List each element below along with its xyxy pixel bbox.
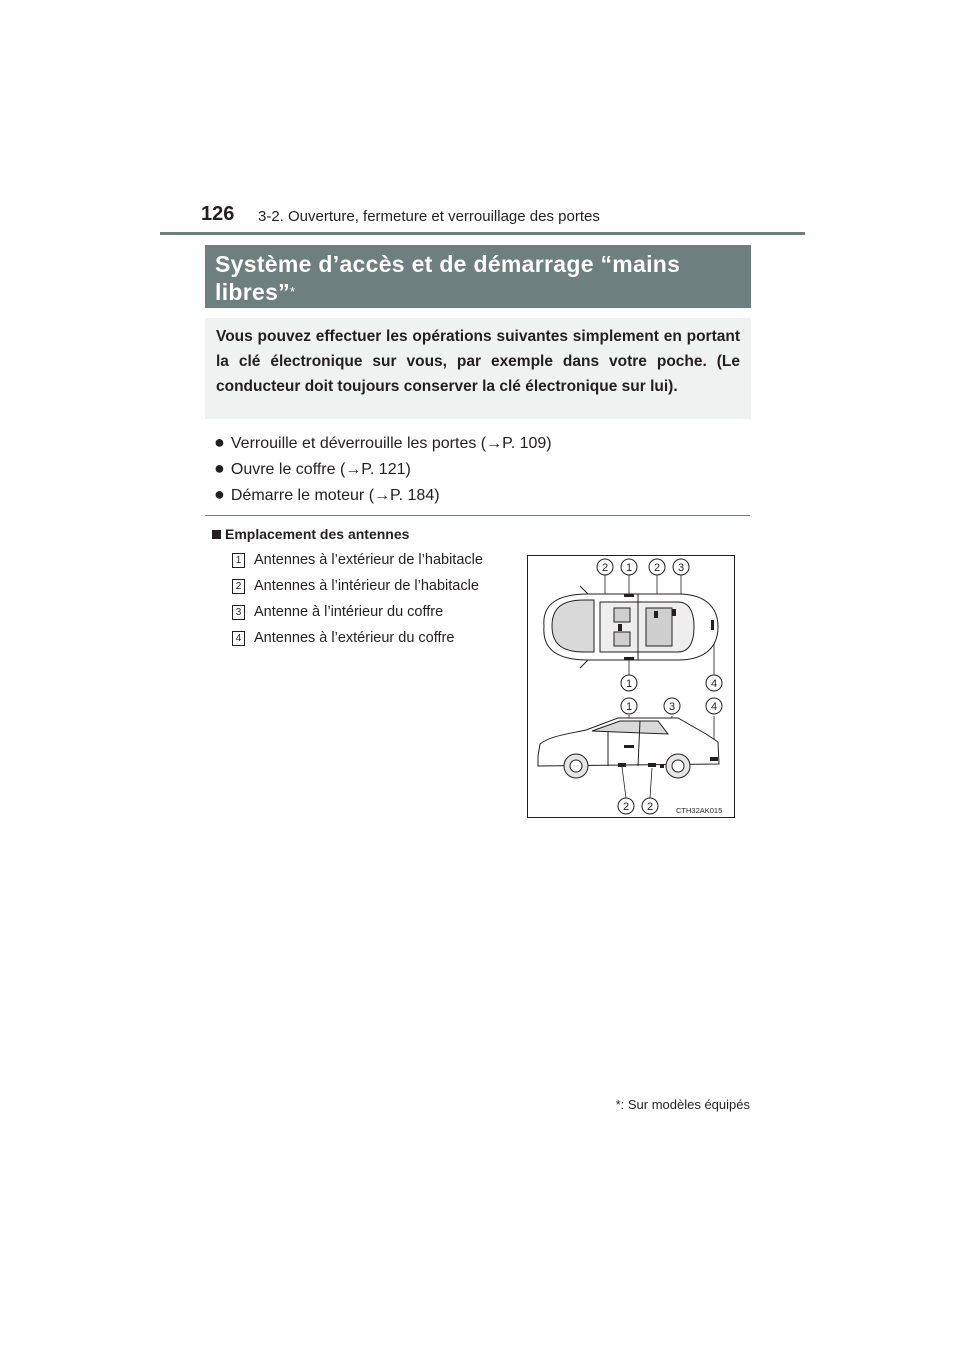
page-number: 126 bbox=[201, 203, 235, 225]
title-text: Système d’accès et de démarrage “mains libres” bbox=[215, 251, 681, 305]
car-diagram bbox=[528, 556, 734, 817]
legend-label: Antennes à l’extérieur du coffre bbox=[254, 630, 455, 646]
legend-item bbox=[232, 578, 483, 604]
legend-number: 3 bbox=[232, 605, 245, 620]
bullet-text: Démarre le moteur (→P. 184) bbox=[230, 487, 440, 504]
callout-label: 2 bbox=[646, 801, 654, 813]
callout-label: 4 bbox=[710, 678, 718, 690]
list-item bbox=[214, 458, 552, 484]
feature-list bbox=[214, 432, 552, 510]
footnote: *: Sur modèles équipés bbox=[615, 1097, 750, 1112]
bullet-icon: ● bbox=[214, 458, 225, 478]
legend-item bbox=[232, 604, 483, 630]
legend-number: 2 bbox=[232, 579, 245, 594]
legend-label: Antennes à l’extérieur de l’habitacle bbox=[254, 552, 483, 568]
title-band bbox=[205, 245, 751, 308]
antenna-figure bbox=[527, 555, 735, 818]
callout-label: 1 bbox=[625, 562, 633, 574]
callout-label: 2 bbox=[601, 562, 609, 574]
callout-label: 3 bbox=[668, 701, 676, 713]
bullet-text: Verrouille et déverrouille les portes (→P. 109) bbox=[230, 435, 552, 452]
callout-label: 1 bbox=[625, 701, 633, 713]
antennas-heading bbox=[212, 526, 409, 542]
antennas-heading-text: Emplacement des antennes bbox=[225, 526, 410, 542]
intro-box: Vous pouvez effectuer les opérations suivantes simplement en portant la clé électronique sur vous, par exemple dans votre poche. (Le conducteur doit toujours conserver la clé électronique sur lui). bbox=[205, 318, 751, 419]
legend-item bbox=[232, 630, 483, 656]
callout-label: 2 bbox=[622, 801, 630, 813]
list-item bbox=[214, 484, 552, 510]
bullet-icon: ● bbox=[214, 484, 225, 504]
title-asterisk: * bbox=[289, 284, 296, 299]
callout-label: 1 bbox=[625, 678, 633, 690]
section-divider bbox=[205, 515, 750, 516]
callout-label: 3 bbox=[677, 562, 685, 574]
bullet-icon: ● bbox=[214, 432, 225, 452]
legend-item bbox=[232, 552, 483, 578]
legend-number: 1 bbox=[232, 553, 245, 568]
header-rule bbox=[160, 232, 805, 235]
legend-number: 4 bbox=[232, 631, 245, 646]
section-header: 3-2. Ouverture, fermeture et verrouillage des portes bbox=[258, 208, 600, 225]
legend-label: Antennes à l’intérieur de l’habitacle bbox=[254, 578, 479, 594]
list-item bbox=[214, 432, 552, 458]
callout-label: 2 bbox=[653, 562, 661, 574]
bullet-text: Ouvre le coffre (→P. 121) bbox=[230, 461, 411, 478]
car-top-view bbox=[544, 586, 718, 668]
callout-label: 4 bbox=[710, 701, 718, 713]
antenna-legend bbox=[232, 552, 483, 656]
square-bullet-icon bbox=[212, 530, 221, 539]
legend-label: Antenne à l’intérieur du coffre bbox=[254, 604, 444, 620]
figure-code: CTH32AK015 bbox=[676, 806, 723, 815]
